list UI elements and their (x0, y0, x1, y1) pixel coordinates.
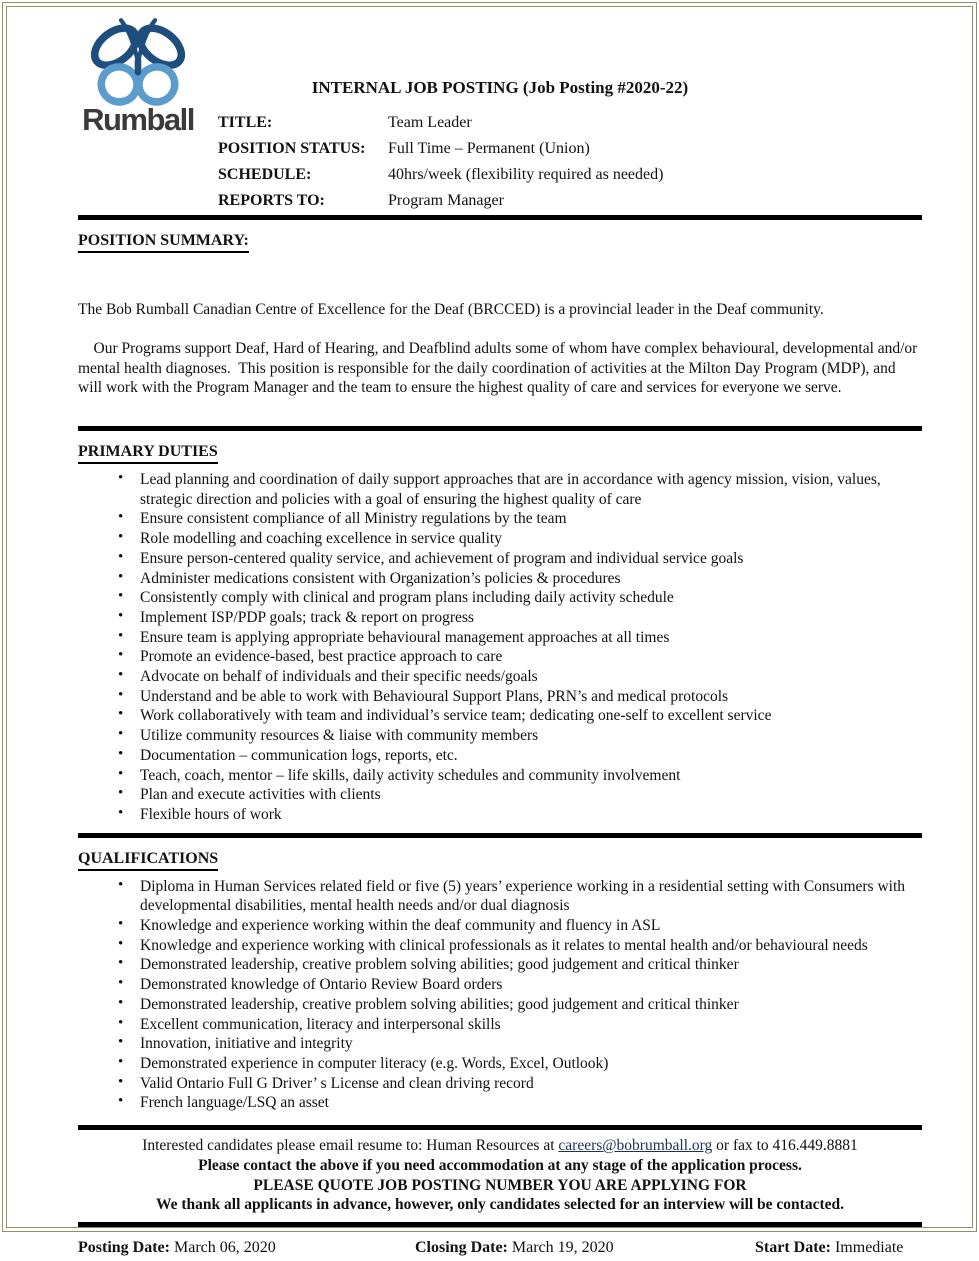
document-page (78, 0, 922, 1261)
field-label: SCHEDULE: (218, 166, 312, 183)
footer-accommodation-line: Please contact the above if you need accommodation at any stage of the application process. (198, 1156, 802, 1174)
document-header (78, 0, 922, 215)
bullet-item: • Innovation, initiative and integrity (118, 1034, 922, 1054)
field-value: Team Leader (388, 114, 472, 131)
bullet-item: • Diploma in Human Services related field or five (5) years’ experience working in a residential setting with Consumers with developmental disabilities, mental health needs and/or dual diagnosis (118, 877, 922, 916)
bullet-item: • Demonstrated leadership, creative problem solving abilities; good judgement and critical thinker (118, 995, 922, 1015)
bullet-item: • Administer medications consistent with Organization’s policies & procedures (118, 569, 922, 589)
bullet-item: • Understand and be able to work with Behavioural Support Plans, PRN’s and medical protocols (118, 687, 922, 707)
bullet-item: • Excellent communication, literacy and interpersonal skills (118, 1015, 922, 1035)
field-row-reports-to (218, 188, 663, 214)
field-row-position-status (218, 136, 663, 162)
position-summary-paragraph (78, 261, 922, 417)
careers-email-link[interactable]: careers@bobrumball.org (558, 1137, 713, 1155)
bullet-item: • Ensure consistent compliance of all Ministry regulations by the team (118, 509, 922, 529)
field-label: TITLE: (218, 114, 273, 131)
bullet-item: • Work collaboratively with team and individual’s service team; dedicating one-self to excellent service (118, 706, 922, 726)
bullet-item: • Demonstrated experience in computer literacy (e.g. Words, Excel, Outlook) (118, 1054, 922, 1074)
footer-contact-line: Interested candidates please email resume to: Human Resources at careers@bobrumball.org or fax to 416.449.8881 (142, 1137, 858, 1155)
bullet-item: • Ensure person-centered quality service, and achievement of program and individual service goals (118, 549, 922, 569)
field-value: Full Time – Permanent (Union) (388, 140, 590, 157)
dates-row (78, 1239, 922, 1261)
field-row-schedule (218, 162, 663, 188)
position-summary-heading: POSITION SUMMARY: (78, 232, 922, 253)
bullet-item: • Documentation – communication logs, reports, etc. (118, 746, 922, 766)
page-title: INTERNAL JOB POSTING (Job Posting #2020-22) (311, 78, 689, 97)
bullet-item: • Teach, coach, mentor – life skills, daily activity schedules and community involvement (118, 766, 922, 786)
bullet-item: • French language/LSQ an asset (118, 1093, 922, 1113)
bullet-item: • Knowledge and experience working within the deaf community and fluency in ASL (118, 916, 922, 936)
bullet-item: • Demonstrated knowledge of Ontario Review Board orders (118, 975, 922, 995)
application-instructions (78, 1130, 922, 1222)
qualifications-heading: QUALIFICATIONS (78, 850, 922, 871)
bullet-item: • Consistently comply with clinical and program plans including daily activity schedule (118, 588, 922, 608)
bullet-item: • Lead planning and coordination of daily support approaches that are in accordance with agency mission, vision, values, strategic direction and policies with a goal of ensuring the highest quality of care (118, 470, 922, 509)
bullet-item: • Utilize community resources & liaise with community members (118, 726, 922, 746)
bullet-item: • Role modelling and coaching excellence in service quality (118, 529, 922, 549)
field-row-title (218, 110, 663, 136)
bullet-item: • Plan and execute activities with clients (118, 785, 922, 805)
field-value: Program Manager (388, 192, 504, 209)
primary-duties-heading: PRIMARY DUTIES (78, 443, 922, 464)
bullet-item: • Advocate on behalf of individuals and their specific needs/goals (118, 667, 922, 687)
qualifications-list (78, 877, 922, 1113)
start-date: Start Date: Immediate (755, 1239, 904, 1257)
bullet-item: • Demonstrated leadership, creative problem solving abilities; good judgement and critical thinker (118, 955, 922, 975)
section-divider (78, 215, 922, 220)
field-value: 40hrs/week (flexibility required as needed) (388, 166, 664, 183)
footer-bottom-divider (78, 1222, 922, 1227)
primary-duties-list (78, 470, 922, 825)
field-label: POSITION STATUS: (218, 140, 366, 157)
butterfly-logo-icon (86, 8, 190, 108)
section-divider (78, 426, 922, 431)
footer-quote-line: PLEASE QUOTE JOB POSTING NUMBER YOU ARE APPLYING FOR (253, 1176, 747, 1194)
summary-line-1: The Bob Rumball Canadian Centre of Excellence for the Deaf (BRCCED) is a provincial leader in the Deaf community. (78, 301, 824, 318)
bullet-item: • Knowledge and experience working with clinical professionals as it relates to mental health and/or behavioural needs (118, 936, 922, 956)
bullet-item: • Implement ISP/PDP goals; track & report on progress (118, 608, 922, 628)
field-label: REPORTS TO: (218, 192, 325, 209)
bullet-item: • Ensure team is applying appropriate behavioural management approaches at all times (118, 628, 922, 648)
posting-date: Posting Date: March 06, 2020 (78, 1239, 276, 1257)
bullet-item: • Valid Ontario Full G Driver’ s License and clean driving record (118, 1074, 922, 1094)
closing-date: Closing Date: March 19, 2020 (415, 1239, 614, 1257)
bullet-item: • Promote an evidence-based, best practice approach to care (118, 647, 922, 667)
footer-thanks-line: We thank all applicants in advance, however, only candidates selected for an interview will be contacted. (155, 1196, 845, 1214)
rumball-logo (82, 8, 194, 135)
logo-wordmark: Rumball (82, 102, 194, 137)
section-divider (78, 833, 922, 838)
bullet-item: • Flexible hours of work (118, 805, 922, 825)
header-fields (218, 110, 663, 214)
summary-body: Our Programs support Deaf, Hard of Hearing, and Deafblind adults some of whom have complex behavioural, developmental and/or mental health diagnoses. This position is responsible for the daily coordination of activities at the Milton Day Program (MDP), and will work with the Program Manager and the team to ensure the highest quality of care and services for everyone we serve. (78, 340, 922, 396)
